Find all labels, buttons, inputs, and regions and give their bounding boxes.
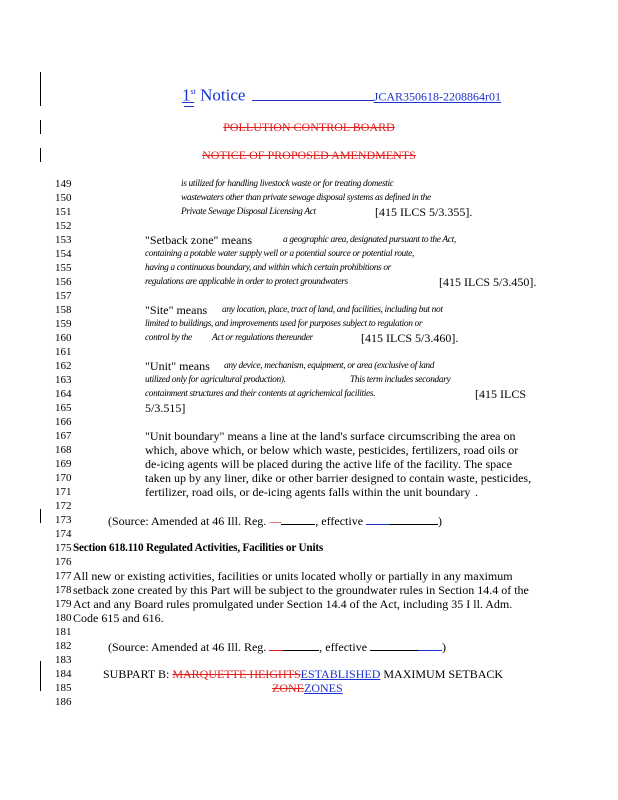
line-text: control by the (145, 333, 192, 343)
line-number: 173 (55, 514, 72, 526)
line-number: 168 (55, 444, 72, 456)
line-number: 186 (55, 696, 72, 708)
deleted-blank (269, 639, 283, 651)
line-number: 180 (55, 612, 72, 624)
line-number: 163 (55, 374, 72, 386)
blank-line (283, 639, 319, 651)
line-text: Private Sewage Disposal Licensing Act (181, 207, 316, 217)
notice-heading (182, 82, 501, 107)
line-number: 158 (55, 304, 72, 316)
line-number: 150 (55, 192, 72, 204)
line-number: 160 (55, 332, 72, 344)
notice-title: NOTICE OF PROPOSED AMENDMENTS (202, 148, 416, 162)
line-number: 156 (55, 276, 72, 288)
change-bar (40, 72, 41, 106)
line-number: 176 (55, 556, 72, 568)
inserted-text: ESTABLISHED (300, 667, 381, 681)
line-number: 182 (55, 640, 72, 652)
line-number: 162 (55, 360, 72, 372)
line-number: 181 (55, 626, 72, 638)
line-text: This term includes secondary (350, 375, 451, 385)
line-text: a geographic area, designated pursuant to the Act, (283, 235, 456, 245)
line-number: 179 (55, 598, 72, 610)
blank-line (281, 513, 315, 525)
inserted-blank (366, 513, 390, 525)
line-number: 152 (55, 220, 72, 232)
effective-label: , effective (315, 514, 364, 528)
line-text: Act and any Board rules promulgated under Section 14.4 of the Act, including 35 I ll. Adm. (73, 597, 513, 611)
notice-superscript: st (190, 87, 196, 96)
line-text: containment structures and their contents at agrichemical facilities. (145, 389, 376, 399)
notice-double-rule (184, 102, 194, 107)
line-number: 164 (55, 388, 72, 400)
notice-underline (252, 86, 374, 101)
line-text: limited to buildings, and improvements used for purposes subject to regulation or (145, 319, 423, 329)
deleted-mark: — (269, 514, 282, 528)
source-note (108, 513, 442, 528)
line-number: 153 (55, 234, 72, 246)
line-number: 154 (55, 248, 72, 260)
subpart-heading (103, 667, 503, 681)
line-number: 177 (55, 570, 72, 582)
line-text: setback zone created by this Part will be subject to the groundwater rules in Section 14.4 of the (73, 583, 529, 597)
line-number: 166 (55, 416, 72, 428)
notice-number: 1 (182, 85, 191, 105)
line-text: regulations are applicable in order to protect groundwaters (145, 277, 348, 287)
close-paren: ) (438, 514, 443, 528)
line-number: 151 (55, 206, 72, 218)
inserted-text: ZONES (304, 681, 343, 695)
statute-citation: [415 ILCS (475, 387, 526, 401)
notice-word: Notice (200, 85, 246, 105)
deleted-text: MARQUETTE HEIGHTS (172, 667, 301, 681)
line-number: 167 (55, 430, 72, 442)
subpart-heading-cont (272, 681, 343, 695)
deleted-text: ZONE (272, 681, 304, 695)
board-name: POLLUTION CONTROL BOARD (223, 120, 395, 134)
line-text: utilized only for agricultural production). (145, 375, 286, 385)
statute-citation: [415 ILCS 5/3.460]. (361, 331, 459, 345)
line-text: All new or existing activities, facilities or units located wholly or partially in any maximum (73, 569, 513, 583)
line-number: 172 (55, 500, 72, 512)
definition-term: "Unit" means (145, 359, 210, 373)
source-note-label: (Source: Amended at 46 Ill. Reg. (108, 640, 267, 654)
line-number: 171 (55, 486, 72, 498)
line-number: 161 (55, 346, 72, 358)
line-number: 169 (55, 458, 72, 470)
line-text: having a continuous boundary, and within which certain prohibitions or (145, 263, 391, 273)
line-text: wastewaters other than private sewage disposal systems as defined in the (181, 193, 431, 203)
line-number: 157 (55, 290, 72, 302)
line-text: Code 615 and 616. (73, 611, 164, 625)
blank-line (390, 513, 438, 525)
line-number: 185 (55, 682, 72, 694)
line-text: . The space (458, 457, 513, 471)
subpart-label: SUBPART B: (103, 667, 170, 681)
source-note-label: (Source: Amended at 46 Ill. Reg. (108, 514, 267, 528)
document-id: JCAR350618-2208864r01 (373, 89, 502, 104)
section-heading: Section 618.110 Regulated Activities, Facilities or Units (73, 542, 324, 554)
definition-term: "Setback zone" means (145, 233, 253, 247)
blank-line (370, 639, 418, 651)
subpart-title: MAXIMUM SETBACK (383, 667, 504, 681)
line-text: any device, mechanism, equipment, or area (exclusive of land (224, 361, 435, 371)
line-text: taken up by any liner, dike or other barrier designed to contain waste, pesticides, (145, 471, 532, 485)
line-number: 183 (55, 654, 72, 666)
line-text: de-icing agents will be placed during the active life of the facility (145, 457, 459, 471)
statute-citation: [415 ILCS 5/3.450]. (439, 275, 537, 289)
line-number: 175 (55, 542, 72, 554)
line-number: 178 (55, 584, 72, 596)
line-text: any location, place, tract of land, and facilities, including but not (222, 305, 443, 315)
line-text: which, above which, or below which waste, pesticides, fertilizers, road oils or (145, 443, 519, 457)
line-text: 5/3.515] (145, 401, 186, 415)
line-text: fertilizer, road oils, or de-icing agents falls within the unit boundary (145, 485, 471, 499)
line-number: 159 (55, 318, 72, 330)
statute-citation: [415 ILCS 5/3.355]. (375, 205, 473, 219)
line-number: 170 (55, 472, 72, 484)
line-text: . (475, 485, 478, 499)
effective-label: , effective (319, 640, 368, 654)
line-number: 174 (55, 528, 72, 540)
definition-term: "Site" means (145, 303, 208, 317)
line-number: 149 (55, 178, 72, 190)
change-bar (40, 509, 41, 523)
close-paren: ) (442, 640, 447, 654)
line-number: 155 (55, 262, 72, 274)
line-text: Act or regulations thereunder (212, 333, 313, 343)
line-text: "Unit boundary" means a line at the land's surface circumscribing the area on (145, 429, 516, 443)
source-note (108, 639, 446, 654)
change-bar (40, 661, 41, 691)
line-text: containing a potable water supply well or a potential source or potential route, (145, 249, 414, 259)
line-number: 165 (55, 402, 72, 414)
inserted-blank (418, 639, 442, 651)
line-number: 184 (55, 668, 72, 680)
line-text: is utilized for handling livestock waste or for treating domestic (181, 179, 394, 189)
